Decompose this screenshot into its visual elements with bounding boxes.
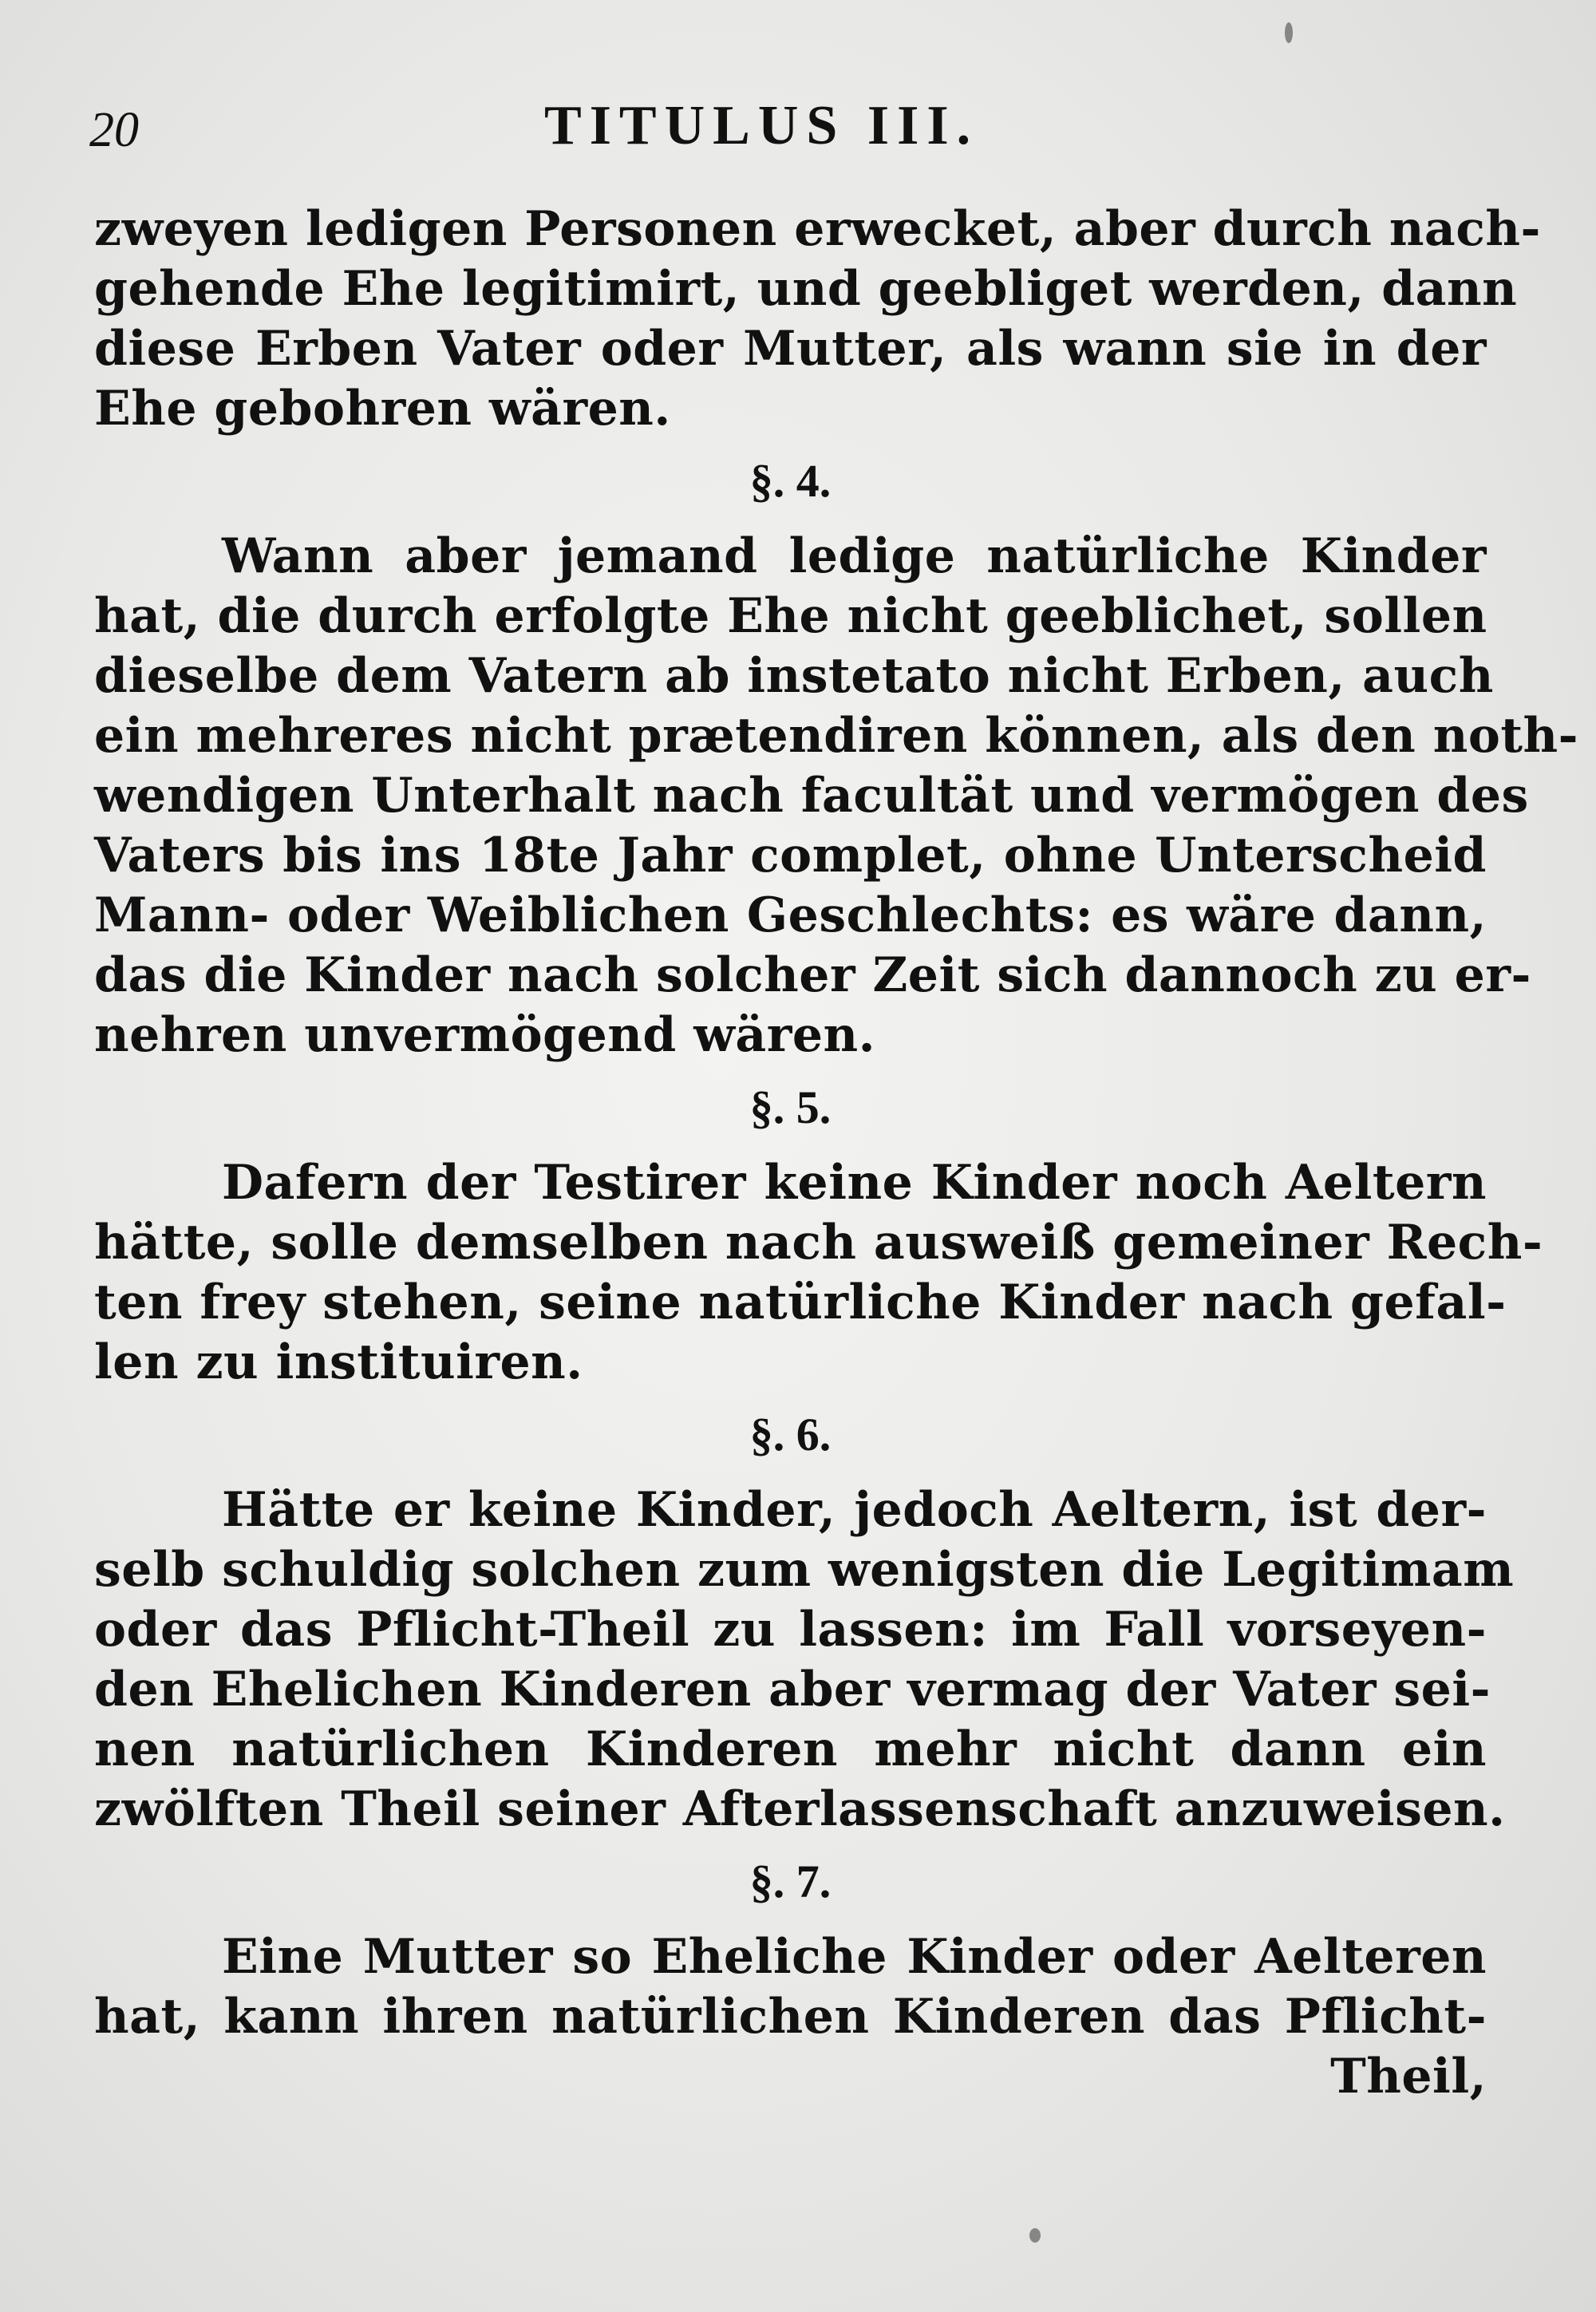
text-line: hat, die durch erfolgte Ehe nicht geeblichet, sollen (94, 588, 1487, 644)
section-heading: §. 6. (749, 1409, 832, 1460)
section-heading: §. 4. (749, 455, 832, 507)
section-heading: §. 5. (749, 1081, 832, 1133)
text-line: Mann- oder Weiblichen Geschlechts: es wäre dann, (94, 887, 1487, 943)
section-5 (94, 1072, 1543, 1393)
page-header (89, 94, 1526, 182)
text-line: gehende Ehe legitimirt, und geebliget werden, dann (94, 261, 1518, 317)
section-4 (94, 445, 1579, 1065)
text-line: oder das Pflicht-Theil zu lassen: im Fall vorseyen- (94, 1602, 1487, 1658)
text-line: nen natürlichen Kinderen mehr nicht dann ein (94, 1721, 1487, 1777)
text-line: dieselbe dem Vatern ab instetato nicht Erben, auch (94, 648, 1494, 704)
text-line: diese Erben Vater oder Mutter, als wann sie in der (94, 321, 1487, 377)
section-heading: §. 7. (749, 1856, 832, 1907)
text-line: zweyen ledigen Personen erwecket, aber durch nach- (94, 201, 1541, 257)
text-line: wendigen Unterhalt nach facultät und vermögen des (94, 768, 1529, 824)
text-line: Hätte er keine Kinder, jedoch Aeltern, ist der- (222, 1482, 1487, 1538)
ink-speck (1029, 2228, 1041, 2243)
text-line: Ehe gebohren wären. (94, 381, 671, 437)
running-title: TITULUS III. (544, 95, 979, 156)
text-line: ein mehreres nicht prætendiren können, als den noth- (94, 708, 1579, 764)
text-line: Dafern der Testirer keine Kinder noch Aeltern (222, 1155, 1487, 1211)
text-line: den Ehelichen Kinderen aber vermag der Vater sei- (94, 1662, 1491, 1717)
text-line: ten frey stehen, seine natürliche Kinder nach gefal- (94, 1275, 1507, 1330)
text-line: hat, kann ihren natürlichen Kinderen das Pflicht- (94, 1989, 1487, 2045)
section-6 (94, 1399, 1515, 1840)
section-7 (94, 1846, 1487, 2107)
text-line: zwölften Theil seiner Afterlassenschaft anzuweisen. (94, 1781, 1506, 1837)
text-line: len zu instituiren. (94, 1334, 583, 1390)
text-line: Wann aber jemand ledige natürliche Kinder (222, 528, 1487, 584)
text-line: das die Kinder nach solcher Zeit sich dannoch zu er- (94, 947, 1531, 1003)
page-body (94, 200, 1579, 2107)
text-line: Eine Mutter so Eheliche Kinder oder Aelteren (222, 1929, 1487, 1985)
page-number: 20 (89, 103, 139, 157)
text-line: nehren unvermögend wären. (94, 1007, 876, 1063)
intro-paragraph (94, 200, 1541, 439)
catchword: Theil, (1330, 2049, 1487, 2105)
ink-speck (1285, 22, 1293, 43)
text-line: selb schuldig solchen zum wenigsten die Legitimam (94, 1542, 1515, 1598)
text-line: Vaters bis ins 18te Jahr complet, ohne Unterscheid (94, 828, 1487, 883)
text-line: hätte, solle demselben nach ausweiß gemeiner Rech- (94, 1215, 1543, 1271)
